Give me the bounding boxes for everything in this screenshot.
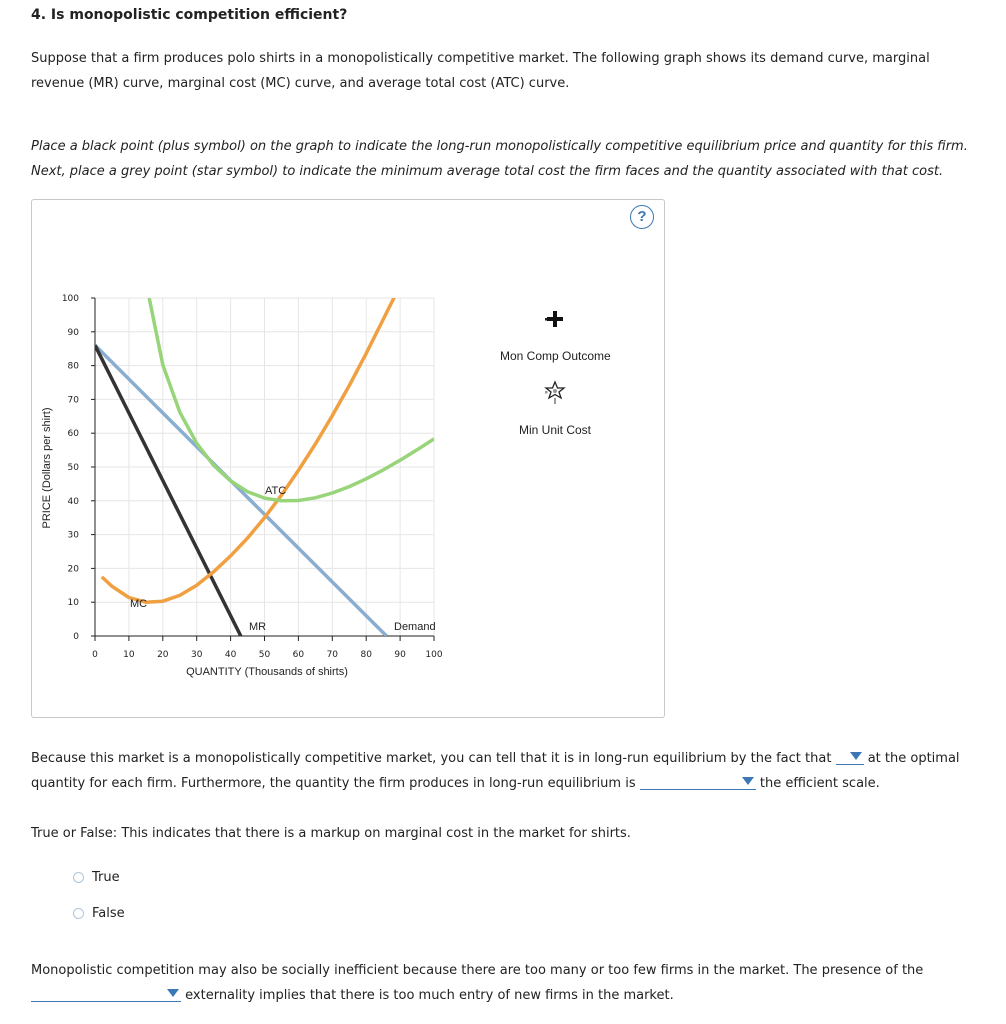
radio-false-label: False: [92, 906, 125, 921]
x-tick-label: 30: [190, 650, 203, 660]
x-tick-label: 40: [224, 650, 237, 660]
y-tick-label: 40: [67, 496, 79, 507]
radio-true[interactable]: [73, 870, 120, 885]
demand-label: Demand: [394, 621, 436, 633]
question-3: [31, 958, 991, 1008]
y-tick-label: 10: [67, 598, 79, 609]
graph-instructions: Place a black point (plus symbol) on the graph to indicate the long-run monopolistically competitive equilibrium price and quantity for this firm. Next, place a grey point (star symbol) to indicate the minimum average total cost the firm faces and the quantity associated with that cost.: [31, 139, 968, 179]
chevron-down-icon: [167, 989, 179, 997]
x-tick-label: 20: [157, 650, 169, 660]
radio-circle[interactable]: [73, 908, 84, 919]
question-2: True or False: This indicates that there is a markup on marginal cost in the market for shirts.: [31, 826, 631, 841]
help-button[interactable]: ?: [630, 205, 654, 229]
y-tick-label: 60: [67, 429, 79, 440]
atc-label: ATC: [265, 485, 287, 497]
q1-text-start: Because this market is a monopolistically competitive market, you can tell that it is in long-run equilibrium by the fact that: [31, 751, 832, 766]
y-tick-label: 70: [67, 395, 79, 406]
y-tick-label: 30: [67, 530, 79, 541]
x-tick-label: 80: [360, 650, 372, 660]
y-tick-label: 100: [61, 294, 79, 304]
star-icon[interactable]: [545, 382, 564, 404]
radio-circle[interactable]: [73, 872, 84, 883]
x-tick-label: 60: [292, 650, 305, 660]
x-tick-label: 90: [394, 650, 406, 660]
q1-dropdown-1[interactable]: [836, 748, 864, 765]
x-tick-label: 10: [123, 650, 135, 660]
q3-dropdown[interactable]: [31, 985, 181, 1002]
x-axis-title: QUANTITY (Thousands of shirts): [186, 666, 348, 678]
x-tick-label: 0: [92, 650, 98, 660]
y-tick-label: 90: [67, 327, 79, 338]
plus-icon[interactable]: [545, 311, 563, 327]
mc-label: MC: [130, 598, 148, 610]
y-tick-label: 80: [67, 361, 79, 372]
mr-label: MR: [249, 621, 267, 633]
y-axis-title: PRICE (Dollars per shirt): [41, 407, 53, 529]
x-tick-label: 70: [326, 650, 339, 660]
q3-text-start: Monopolistic competition may also be socially inefficient because there are too many or too few firms in the market. The presence of the: [31, 963, 924, 978]
chevron-down-icon: [742, 777, 754, 785]
question-1: [31, 746, 991, 796]
y-tick-label: 50: [67, 463, 79, 473]
q3-text-end: externality implies that there is too much entry of new firms in the market.: [185, 988, 674, 1003]
mr-curve: [95, 345, 241, 636]
y-tick-label: 20: [67, 564, 79, 575]
question-title: 4. Is monopolistic competition efficient?: [31, 7, 348, 23]
q1-dropdown-2[interactable]: [640, 773, 756, 790]
radio-false[interactable]: [73, 906, 125, 921]
chevron-down-icon: [850, 752, 862, 760]
q1-text-middle: at the optimal quantity for each firm. Furthermore, the quantity the firm produces in long-run equilibrium is: [31, 751, 960, 791]
question-intro: Suppose that a firm produces polo shirts in a monopolistically competitive market. The following graph shows its demand curve, marginal revenue (MR) curve, marginal cost (MC) curve, and average total cost (ATC) curve.: [31, 51, 930, 91]
y-tick-label: 0: [73, 632, 79, 642]
min-unit-cost-label: Min Unit Cost: [519, 423, 592, 437]
x-tick-label: 100: [425, 650, 443, 660]
x-tick-label: 50: [258, 650, 271, 660]
mon-comp-outcome-label: Mon Comp Outcome: [500, 349, 611, 363]
q1-text-end: the efficient scale.: [759, 776, 880, 791]
radio-true-label: True: [92, 870, 120, 885]
